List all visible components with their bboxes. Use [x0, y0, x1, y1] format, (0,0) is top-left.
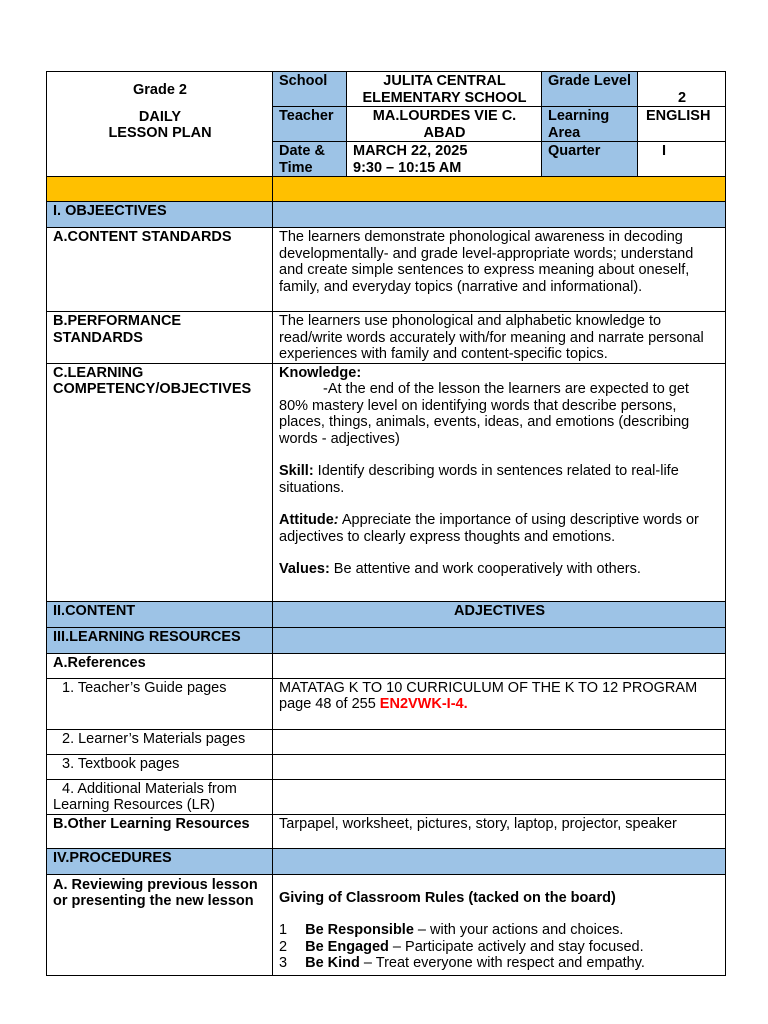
reviewing-content — [273, 874, 726, 975]
objectives-heading-blank — [273, 202, 726, 228]
additional-materials-blank — [273, 779, 726, 814]
lesson-plan-page — [46, 71, 725, 976]
teachers-guide-label: 1. Teacher’s Guide pages — [47, 678, 273, 729]
grade-title: Grade 2 — [133, 82, 187, 98]
time-value: 9:30 – 10:15 AM — [353, 159, 462, 176]
competency-label: C.LEARNING COMPETENCY/OBJECTIVES — [47, 363, 273, 601]
learning-area-label: Learning Area — [542, 107, 638, 142]
resources-heading: III.LEARNING RESOURCES — [47, 627, 273, 653]
content-standards-label: A.CONTENT STANDARDS — [47, 228, 273, 312]
competency-code: EN2VWK-I-4 — [379, 696, 464, 712]
teachers-guide-text — [273, 678, 726, 729]
teacher-label: Teacher — [273, 107, 347, 142]
grade-level-value: 2 — [638, 72, 726, 107]
resources-heading-blank — [273, 627, 726, 653]
date-time-value — [347, 142, 542, 177]
references-blank — [273, 653, 726, 678]
objectives-heading: I. OBJEECTIVES — [47, 202, 273, 228]
learners-materials-label: 2. Learner’s Materials pages — [47, 729, 273, 754]
knowledge-text: -At the end of the lesson the learners are expected to get 80% mastery level on identifying words that describe persons, places, things, animals, events, ideas, and emotions (describing words - adjectives) — [279, 381, 690, 447]
lesson-plan-table — [46, 71, 726, 976]
quarter-value: I — [638, 142, 726, 177]
rule-1: 1 Be Responsible – with your actions and choices. — [279, 922, 624, 938]
knowledge-label: Knowledge: — [279, 364, 362, 381]
performance-standards-label: B.PERFORMANCE STANDARDS — [47, 312, 273, 364]
classroom-rules-title: Giving of Classroom Rules (tacked on the board) — [279, 889, 616, 906]
procedures-heading-blank — [273, 848, 726, 874]
other-resources-text: Tarpapel, worksheet, pictures, story, laptop, projector, speaker — [273, 814, 726, 848]
values-line — [279, 561, 720, 578]
plan-title-block — [47, 72, 273, 177]
learners-materials-blank — [273, 729, 726, 754]
orange-band-right — [273, 177, 726, 202]
procedures-heading: IV.PROCEDURES — [47, 848, 273, 874]
date-time-label: Date & Time — [273, 142, 347, 177]
competency-code-period: . — [463, 696, 468, 712]
textbook-blank — [273, 754, 726, 779]
values-label: Values: — [279, 561, 330, 577]
attitude-label: Attitude — [279, 512, 334, 528]
content-heading: II.CONTENT — [47, 601, 273, 627]
teacher-value: MA.LOURDES VIE C. ABAD — [347, 107, 542, 142]
competency-objectives — [273, 363, 726, 601]
skill-text: Identify describing words in sentences related to real-life situations. — [279, 463, 679, 496]
rule-3: 3 Be Kind – Treat everyone with respect and empathy. — [279, 955, 645, 971]
attitude-colon: : — [333, 512, 339, 528]
school-value: JULITA CENTRAL ELEMENTARY SCHOOL — [347, 72, 542, 107]
lesson-plan-title: LESSON PLAN — [108, 125, 212, 141]
attitude-text: Appreciate the importance of using descriptive words or adjectives to clearly express thoughts and emotions. — [279, 512, 699, 545]
orange-band-left — [47, 177, 273, 202]
values-text: Be attentive and work cooperatively with others. — [329, 561, 641, 577]
content-topic: ADJECTIVES — [273, 601, 726, 627]
teachers-guide-reference: MATATAG K TO 10 CURRICULUM OF THE K TO 12 PROGRAM page 48 of 255 — [279, 679, 698, 712]
school-label: School — [273, 72, 347, 107]
attitude-line — [279, 512, 720, 545]
references-label: A.References — [47, 653, 273, 678]
quarter-label: Quarter — [542, 142, 638, 177]
learning-area-value: ENGLISH — [638, 107, 726, 142]
skill-label: Skill: — [279, 463, 314, 479]
additional-materials-label: 4. Additional Materials from Learning Resources (LR) — [47, 779, 273, 814]
grade-level-label: Grade Level — [542, 72, 638, 107]
content-standards-text: The learners demonstrate phonological awareness in decoding developmentally- and grade level-appropriate words; understand and create simple sentences to express meaning about oneself, family, and everyday topics (narrative and informational). — [273, 228, 726, 312]
reviewing-label: A. Reviewing previous lesson or presenting the new lesson — [47, 874, 273, 975]
other-resources-label: B.Other Learning Resources — [47, 814, 273, 848]
skill-line — [279, 463, 720, 496]
textbook-label: 3. Textbook pages — [47, 754, 273, 779]
date-value: MARCH 22, 2025 — [353, 143, 468, 159]
daily-title: DAILY — [138, 108, 182, 125]
rule-2: 2 Be Engaged – Participate actively and stay focused. — [279, 938, 644, 955]
performance-standards-text: The learners use phonological and alphabetic knowledge to read/write words accurately with/for meaning and narrate personal experiences with family and content-specific topics. — [273, 312, 726, 364]
